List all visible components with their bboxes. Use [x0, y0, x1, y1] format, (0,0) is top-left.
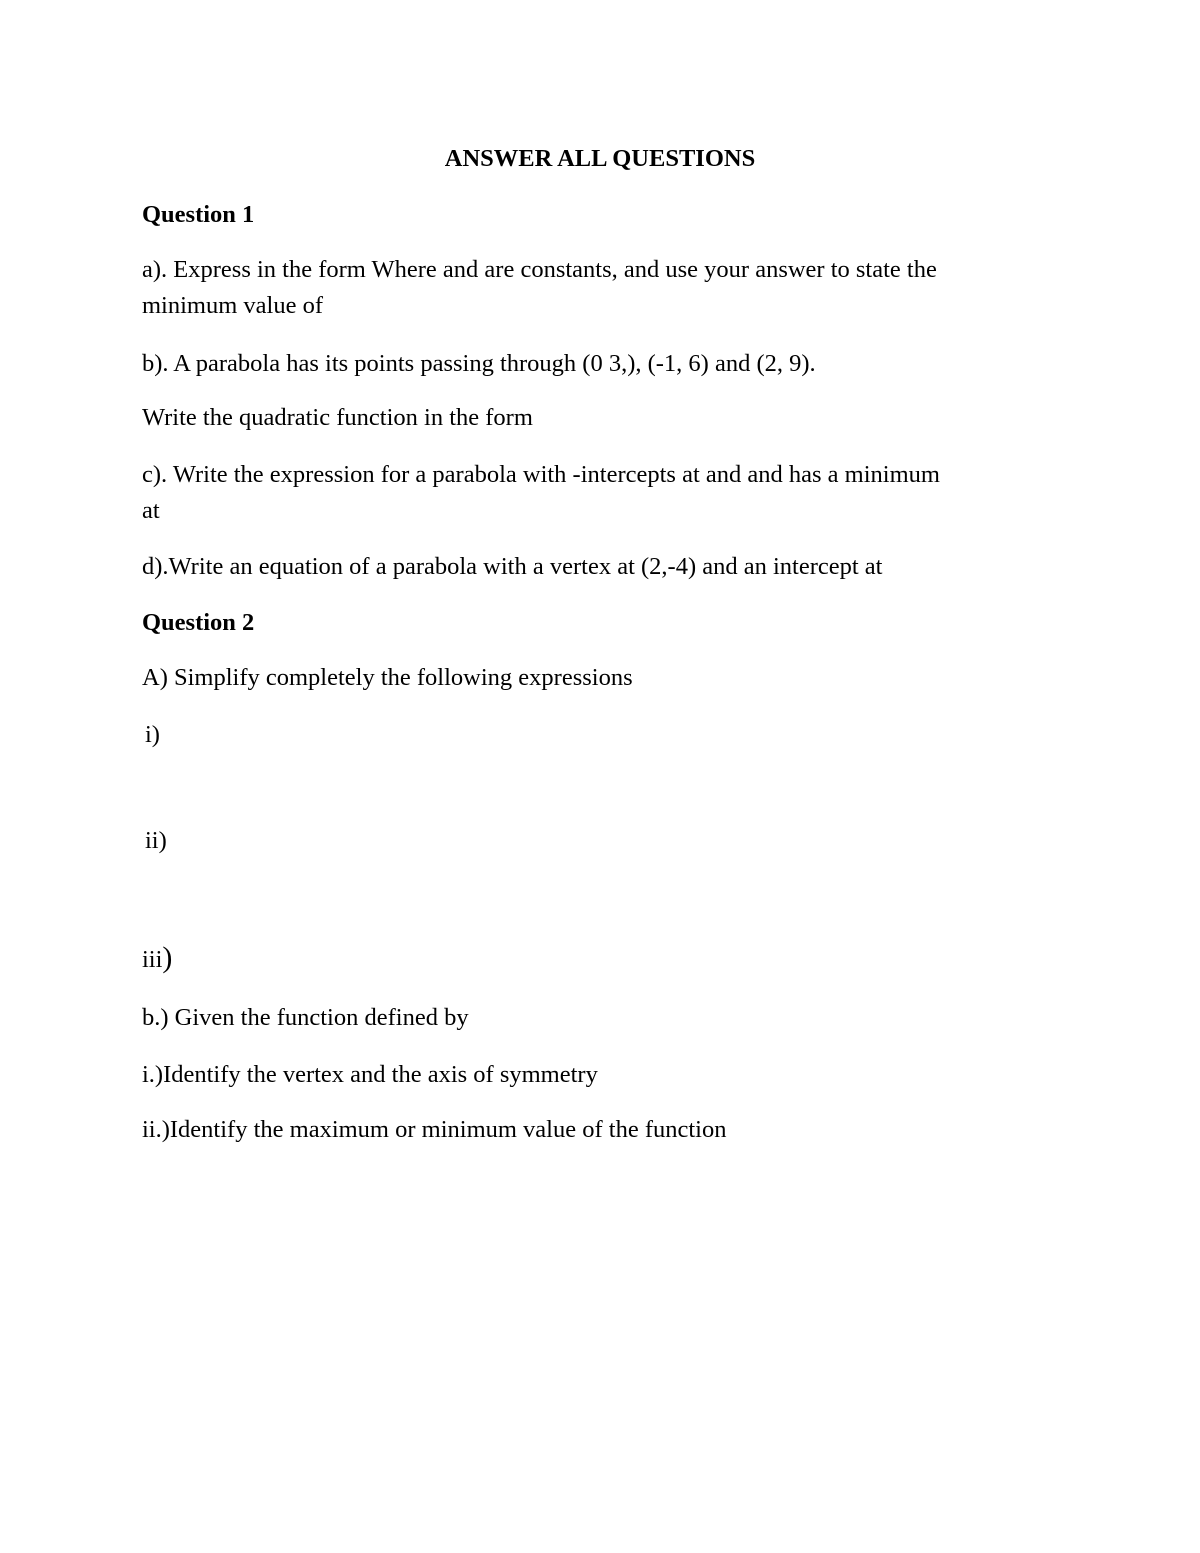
question-2b-item-i: i.)Identify the vertex and the axis of symmetry — [142, 1061, 598, 1088]
question-2b-item-ii: ii.)Identify the maximum or minimum value of the function — [142, 1116, 727, 1143]
question-2A-line: A) Simplify completely the following expressions — [142, 664, 633, 691]
question-2b-line: b.) Given the function defined by — [142, 1004, 469, 1031]
question-2A-item-ii: ii) — [145, 827, 167, 854]
question-1-heading: Question 1 — [142, 201, 255, 228]
question-1b-line-2: Write the quadratic function in the form — [142, 404, 533, 431]
item-iii-paren: ) — [162, 941, 173, 974]
question-2-heading: Question 2 — [142, 609, 255, 636]
question-1a-line-2: minimum value of — [142, 292, 323, 319]
item-iii-label: iii — [142, 946, 163, 973]
question-1c-line-1: c). Write the expression for a parabola with -intercepts at and and has a minimum — [142, 461, 940, 488]
question-1c-line-2: at — [142, 497, 160, 524]
question-1d-line-1: d).Write an equation of a parabola with a vertex at (2,-4) and an intercept at — [142, 553, 883, 580]
page-title: ANSWER ALL QUESTIONS — [444, 145, 756, 172]
question-2A-item-i: i) — [145, 721, 160, 748]
question-1a-line-1: a). Express in the form Where and are constants, and use your answer to state the — [142, 256, 937, 283]
question-2A-item-iii — [142, 940, 172, 978]
question-1b-line-1: b). A parabola has its points passing through (0 3,), (-1, 6) and (2, 9). — [142, 350, 816, 377]
